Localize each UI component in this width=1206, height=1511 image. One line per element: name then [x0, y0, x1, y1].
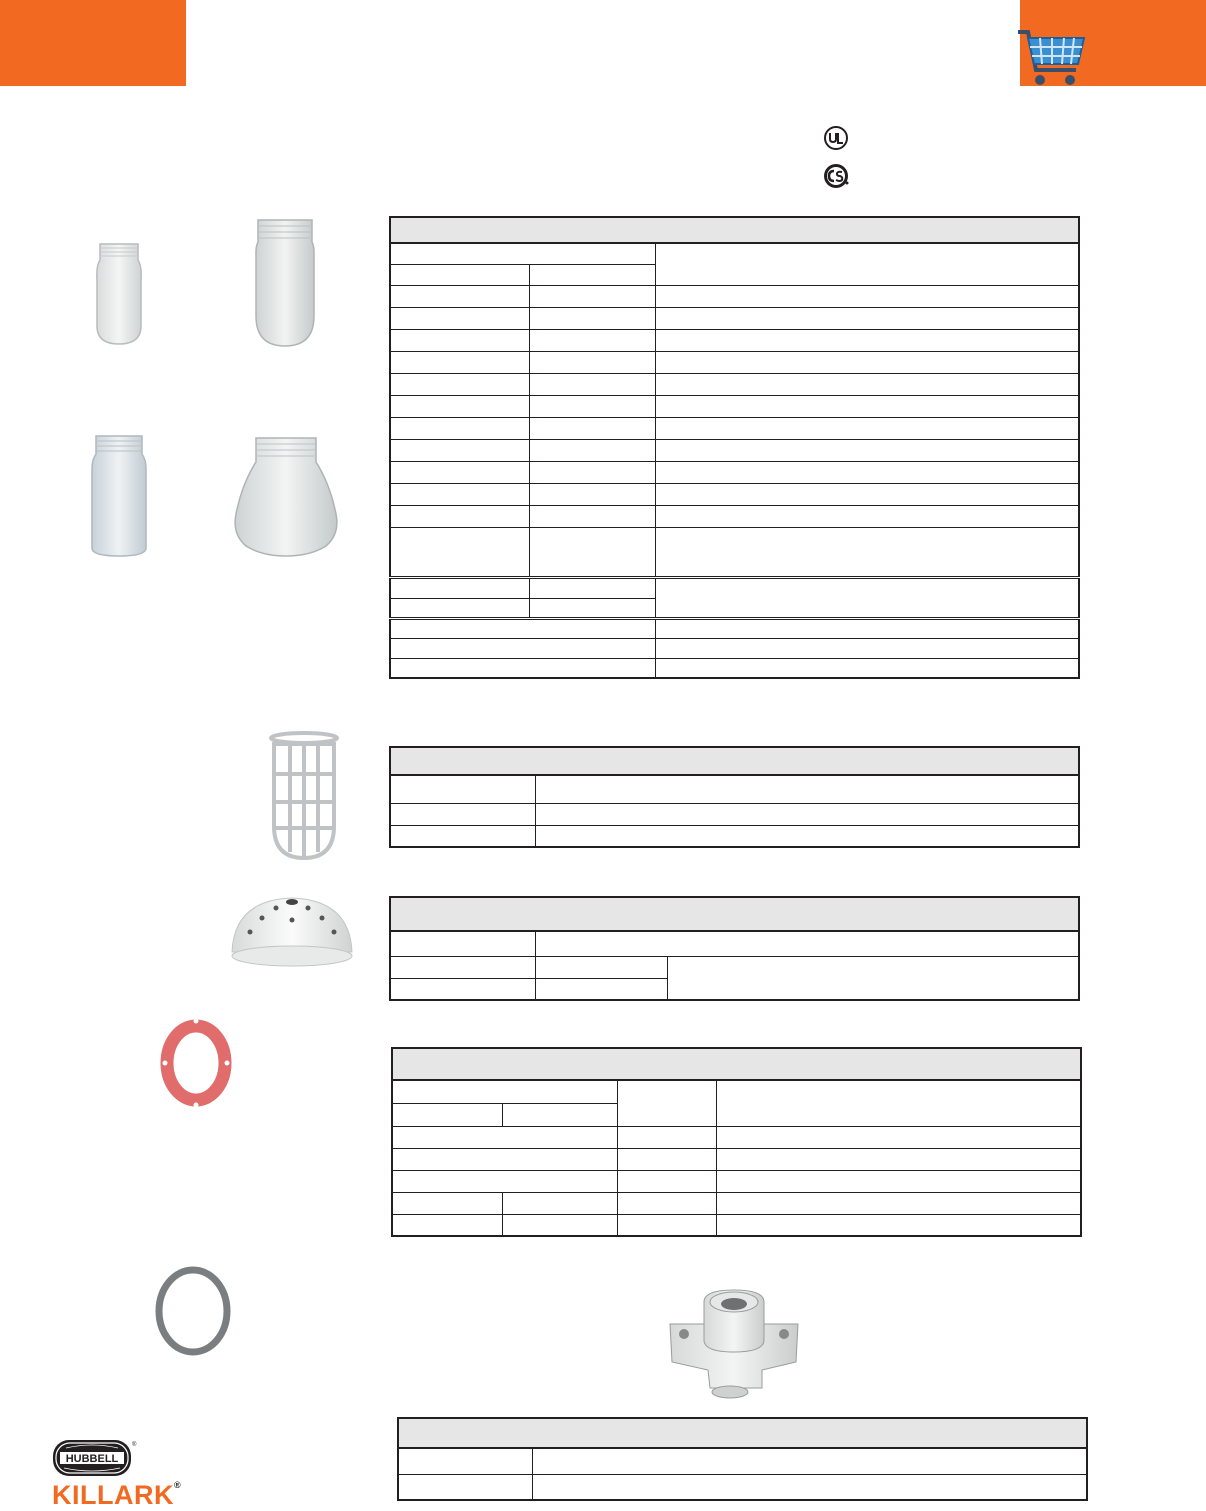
table-row: [390, 417, 1079, 439]
porcelain-socket-icon: [666, 1288, 802, 1400]
dome-reflector-icon: [230, 894, 354, 970]
reflector-spec-table: [389, 896, 1080, 1001]
table-cell: [529, 264, 655, 285]
red-gasket-icon: [158, 1016, 234, 1110]
table-header: [398, 1418, 1087, 1448]
table-row: [390, 439, 1079, 461]
gasket-spec-table: [391, 1047, 1082, 1237]
table-row: [392, 1192, 1081, 1214]
table-cell: [390, 243, 655, 264]
table-cell: [716, 1080, 1081, 1126]
table-cell: [655, 243, 1079, 285]
table-header: [390, 897, 1079, 931]
table-row: [390, 483, 1079, 505]
svg-text:HUBBELL: HUBBELL: [65, 1453, 119, 1465]
table-cell: [390, 264, 529, 285]
table-row: [390, 956, 1079, 978]
table-row: [392, 1148, 1081, 1170]
table-header: [390, 747, 1079, 775]
hubbell-logo-icon: [52, 1438, 137, 1478]
table-row: [390, 618, 1079, 638]
table-row: [390, 527, 1079, 577]
table-header: [390, 217, 1079, 243]
table-row: [390, 373, 1079, 395]
globe-spec-table: [389, 216, 1080, 679]
wide-glass-globe-icon: [230, 434, 342, 558]
table-row: [392, 1214, 1081, 1236]
table-row: [392, 1126, 1081, 1148]
table-cell: [617, 1080, 716, 1126]
table-row: [398, 1448, 1087, 1474]
table-row: [390, 825, 1079, 847]
table-row: [390, 461, 1079, 483]
table-row: [390, 577, 1079, 598]
table-header: [392, 1048, 1081, 1080]
ul-listed-icon: [823, 125, 849, 151]
large-glass-globe-icon: [254, 216, 316, 348]
table-row: [390, 658, 1079, 678]
table-row: [390, 638, 1079, 658]
table-cell: [502, 1103, 617, 1126]
shopping-cart-icon[interactable]: [1016, 26, 1086, 88]
table-row: [390, 329, 1079, 351]
table-row: [390, 775, 1079, 803]
grey-gasket-icon: [154, 1264, 232, 1358]
brand-name: KILLARK®: [52, 1480, 182, 1510]
table-row: [390, 505, 1079, 527]
guard-spec-table: [389, 746, 1080, 848]
socket-spec-table: [397, 1417, 1088, 1501]
svg-text:®: ®: [132, 1442, 137, 1448]
table-row: [390, 307, 1079, 329]
table-row: [390, 931, 1079, 956]
header-left-tab: [0, 0, 186, 86]
wire-guard-icon: [266, 730, 342, 862]
small-glass-globe-icon: [94, 240, 144, 346]
table-row: [390, 351, 1079, 373]
table-row: [398, 1474, 1087, 1500]
table-row: [390, 395, 1079, 417]
table-cell: [392, 1103, 502, 1126]
table-row: [390, 285, 1079, 307]
table-cell: [392, 1080, 617, 1103]
clear-cylinder-globe-icon: [90, 432, 148, 558]
table-row: [390, 803, 1079, 825]
csa-certified-icon: [823, 163, 849, 189]
table-row: [392, 1170, 1081, 1192]
